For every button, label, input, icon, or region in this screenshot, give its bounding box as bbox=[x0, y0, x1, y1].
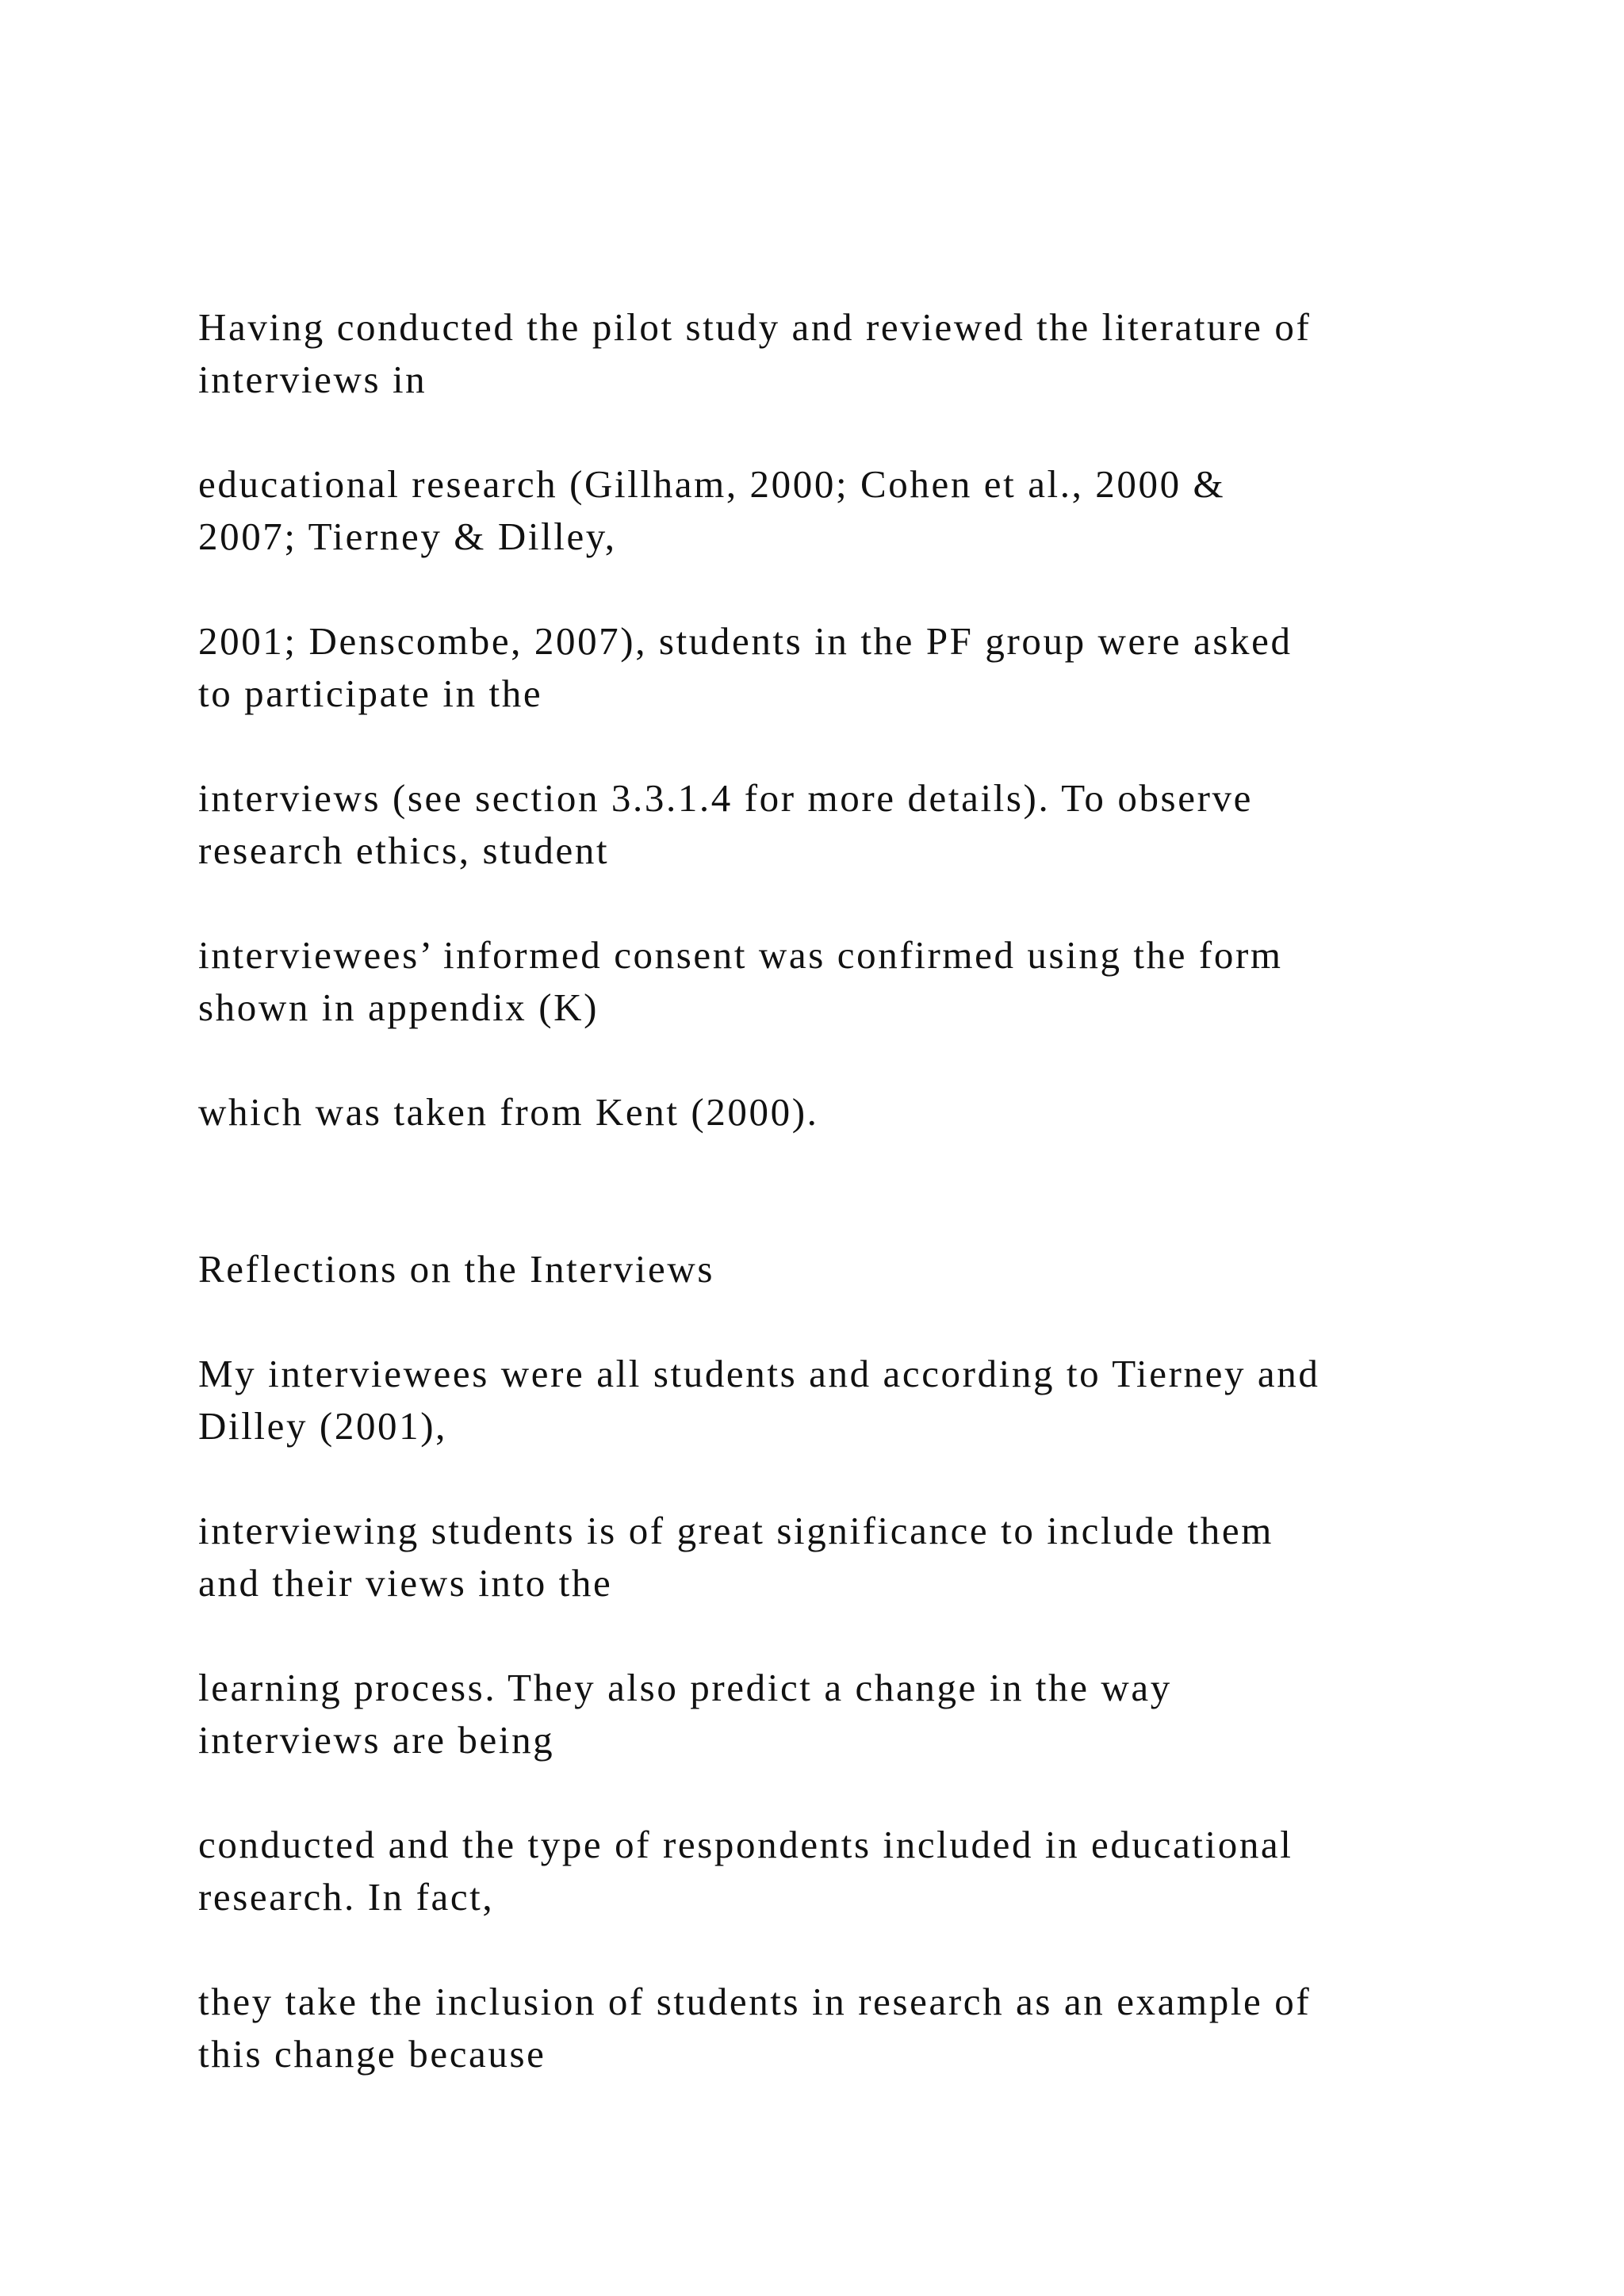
text-line: educational research (Gillham, 2000; Cohen et al., 2000 & bbox=[198, 462, 1226, 506]
paragraph-2 bbox=[198, 458, 1467, 563]
paragraph-11 bbox=[198, 1976, 1467, 2080]
paragraph-1 bbox=[198, 301, 1467, 406]
paragraph-4 bbox=[198, 772, 1467, 877]
text-line: to participate in the bbox=[198, 672, 543, 715]
text-line: which was taken from Kent (2000). bbox=[198, 1090, 819, 1134]
paragraph-10 bbox=[198, 1819, 1467, 1923]
section-heading: Reflections on the Interviews bbox=[198, 1247, 714, 1291]
text-line: interviews are being bbox=[198, 1718, 555, 1762]
text-line: interviews (see section 3.3.1.4 for more details). To observe bbox=[198, 776, 1253, 820]
text-line: interviewing students is of great significance to include them bbox=[198, 1509, 1274, 1552]
paragraph-6 bbox=[198, 1086, 1467, 1138]
paragraph-7 bbox=[198, 1348, 1467, 1452]
text-line: conducted and the type of respondents included in educational bbox=[198, 1823, 1293, 1866]
text-line: they take the inclusion of students in research as an example of bbox=[198, 1980, 1312, 2023]
text-line: interviews in bbox=[198, 358, 427, 401]
paragraph-5 bbox=[198, 929, 1467, 1034]
text-line: My interviewees were all students and according to Tierney and bbox=[198, 1352, 1320, 1395]
text-line: and their views into the bbox=[198, 1561, 613, 1605]
document-page bbox=[198, 301, 1467, 2133]
text-line: 2007; Tierney & Dilley, bbox=[198, 515, 617, 558]
paragraph-3 bbox=[198, 615, 1467, 720]
text-line: Dilley (2001), bbox=[198, 1404, 448, 1448]
paragraph-8 bbox=[198, 1505, 1467, 1609]
paragraph-9 bbox=[198, 1662, 1467, 1766]
text-line: research ethics, student bbox=[198, 828, 610, 872]
text-line: shown in appendix (K) bbox=[198, 985, 599, 1029]
text-line: interviewees’ informed consent was confirmed using the form bbox=[198, 933, 1283, 977]
text-line: this change because bbox=[198, 2032, 546, 2076]
text-line: research. In fact, bbox=[198, 1875, 495, 1919]
text-line: learning process. They also predict a change in the way bbox=[198, 1666, 1172, 1709]
text-line: Having conducted the pilot study and reviewed the literature of bbox=[198, 305, 1312, 349]
text-line: 2001; Denscombe, 2007), students in the PF group were asked bbox=[198, 619, 1293, 663]
